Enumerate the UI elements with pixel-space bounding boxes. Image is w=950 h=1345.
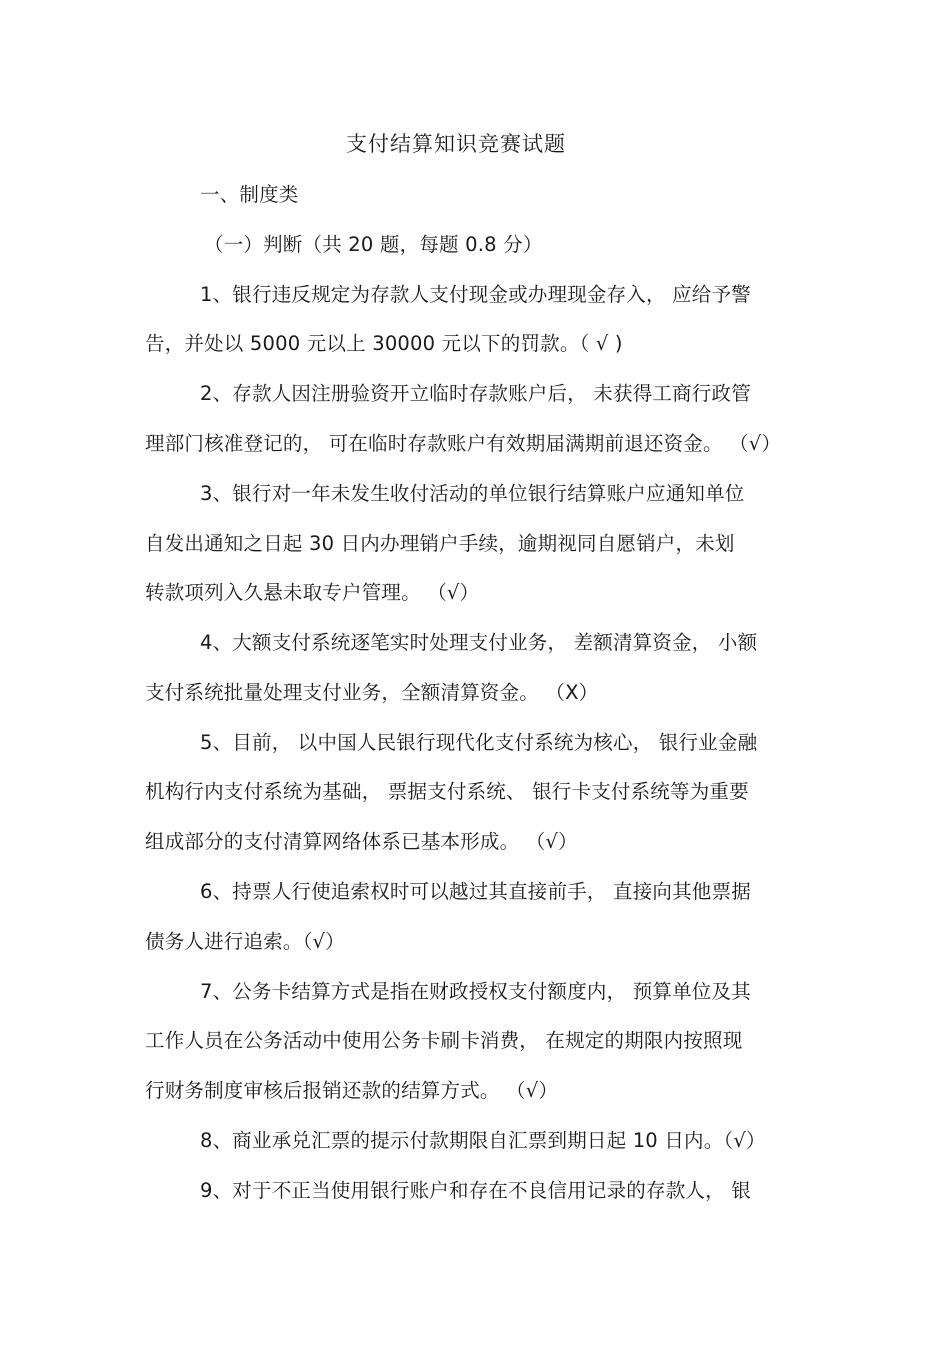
text-line: 支付系统批量处理支付业务，全额清算资金。 （X）: [145, 681, 599, 704]
text-line: 8、商业承兑汇票的提示付款期限自汇票到期日起 10 日内。（√）: [200, 1129, 766, 1152]
text-line: 机构行内支付系统为基础， 票据支付系统、 银行卡支付系统等为重要: [145, 780, 749, 803]
text-line: 自发出通知之日起 30 日内办理销户手续，逾期视同自愿销户，未划: [145, 532, 735, 555]
section-heading: 一、制度类: [200, 183, 299, 206]
subsection-heading: （一）判断（共 20 题，每题 0.8 分）: [204, 233, 543, 256]
text-line: 2、存款人因注册验资开立临时存款账户后， 未获得工商行政管: [200, 382, 751, 405]
text-line: 9、对于不正当使用银行账户和存在不良信用记录的存款人， 银: [200, 1179, 751, 1202]
text-line: 工作人员在公务活动中使用公务卡刷卡消费， 在规定的期限内按照现: [145, 1029, 743, 1052]
text-line: 4、大额支付系统逐笔实时处理支付业务， 差额清算资金， 小额: [200, 631, 758, 654]
text-line: 6、持票人行使追索权时可以越过其直接前手， 直接向其他票据: [200, 880, 751, 903]
text-line: 理部门核准登记的， 可在临时存款账户有效期届满期前退还资金。 （√）: [145, 432, 782, 455]
text-line: 7、公务卡结算方式是指在财政授权支付额度内， 预算单位及其: [200, 980, 751, 1003]
text-line: 行财务制度审核后报销还款的结算方式。 （√）: [145, 1079, 559, 1102]
document-title: 支付结算知识竞赛试题: [346, 132, 566, 156]
text-line: 组成部分的支付清算网络体系已基本形成。 （√）: [145, 830, 578, 853]
text-line: 5、目前， 以中国人民银行现代化支付系统为核心， 银行业金融: [200, 731, 758, 754]
text-line: 3、银行对一年未发生收付活动的单位银行结算账户应通知单位: [200, 482, 745, 505]
text-line: 转款项列入久悬未取专户管理。 （√）: [145, 581, 480, 604]
text-line: 告，并处以 5000 元以上 30000 元以下的罚款。（ √ ): [145, 332, 623, 355]
text-line: 债务人进行追索。（√）: [145, 930, 345, 953]
text-line: 1、银行违反规定为存款人支付现金或办理现金存入， 应给予警: [200, 283, 751, 306]
